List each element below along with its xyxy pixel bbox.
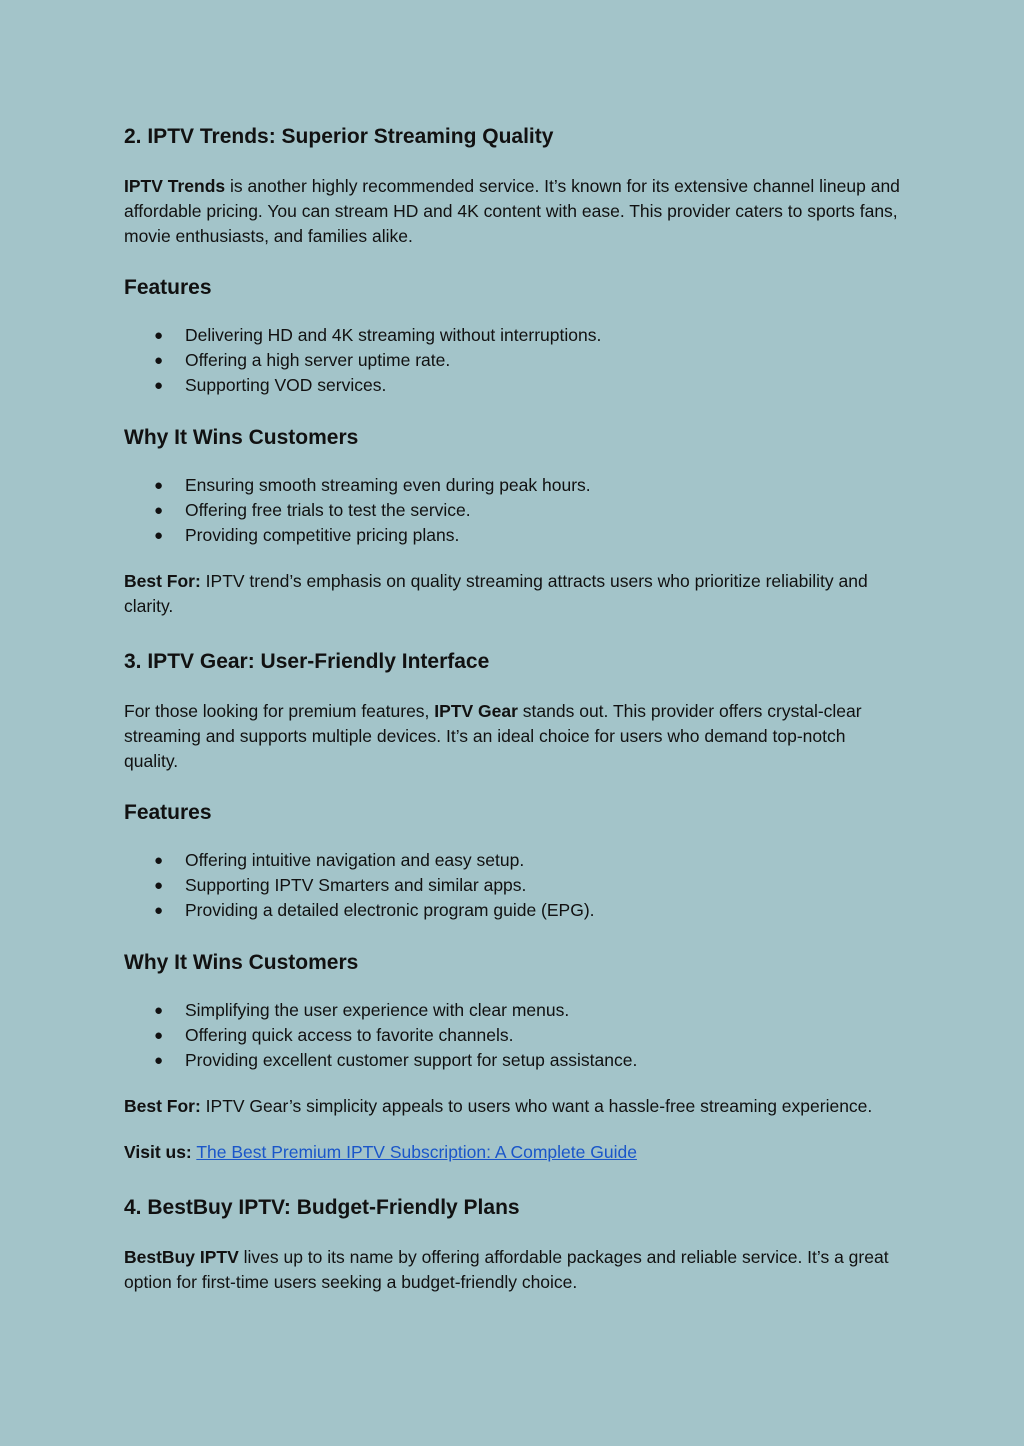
subheading-features: Features [124, 276, 212, 299]
subheading-features: Features [124, 801, 212, 824]
subheading-why-it-wins: Why It Wins Customers [124, 426, 359, 449]
features-list-iptv-gear [124, 848, 904, 923]
guide-link[interactable]: The Best Premium IPTV Subscription: A Complete Guide [196, 1142, 637, 1162]
visit-us-label: Visit us: [124, 1142, 192, 1162]
section-heading-iptv-trends: 2. IPTV Trends: Superior Streaming Quality [124, 125, 554, 148]
best-for-paragraph-iptv-trends [124, 569, 904, 619]
intro-text: lives up to its name by offering affordable packages and reliable service. It’s a great option for first-time users seeking a budget-friendly choice. [124, 1247, 889, 1292]
intro-paragraph-bestbuy-iptv [124, 1245, 904, 1295]
brand-name-bestbuy-iptv: BestBuy IPTV [124, 1247, 239, 1267]
list-item: ● Providing competitive pricing plans. [124, 523, 904, 548]
why-list-iptv-trends [124, 473, 904, 548]
list-item: ● Supporting IPTV Smarters and similar apps. [124, 873, 904, 898]
intro-text: stands out. This provider offers crystal-clear streaming and supports multiple devices. It’s an ideal choice for users who demand top-notch quality. [124, 701, 862, 771]
features-list-iptv-trends [124, 323, 904, 398]
best-for-paragraph-iptv-gear [124, 1094, 904, 1119]
best-for-text: IPTV Gear’s simplicity appeals to users who want a hassle-free streaming experience. [200, 1096, 873, 1116]
visit-us-paragraph [124, 1140, 904, 1165]
list-item: ● Offering free trials to test the service. [124, 498, 904, 523]
intro-prefix: For those looking for premium features, [124, 701, 435, 721]
why-list-iptv-gear [124, 998, 904, 1073]
list-item: ● Simplifying the user experience with clear menus. [124, 998, 904, 1023]
document-page [124, 124, 904, 1295]
list-item: ● Offering intuitive navigation and easy setup. [124, 848, 904, 873]
brand-name-iptv-gear: IPTV Gear [434, 701, 518, 721]
section-heading-bestbuy-iptv: 4. BestBuy IPTV: Budget-Friendly Plans [124, 1196, 520, 1219]
subheading-why-it-wins: Why It Wins Customers [124, 951, 359, 974]
list-item: ● Providing excellent customer support for setup assistance. [124, 1048, 904, 1073]
list-item: ● Providing a detailed electronic program guide (EPG). [124, 898, 904, 923]
best-for-text: IPTV trend’s emphasis on quality streaming attracts users who prioritize reliability and clarity. [124, 571, 868, 616]
intro-paragraph-iptv-trends [124, 174, 904, 249]
best-for-label: Best For: [124, 1096, 201, 1116]
list-item: ● Delivering HD and 4K streaming without interruptions. [124, 323, 904, 348]
best-for-label: Best For: [124, 571, 201, 591]
list-item: ● Offering a high server uptime rate. [124, 348, 904, 373]
list-item: ● Offering quick access to favorite channels. [124, 1023, 904, 1048]
list-item: ● Ensuring smooth streaming even during peak hours. [124, 473, 904, 498]
list-item: ● Supporting VOD services. [124, 373, 904, 398]
section-heading-iptv-gear: 3. IPTV Gear: User-Friendly Interface [124, 650, 490, 673]
intro-paragraph-iptv-gear [124, 699, 904, 774]
brand-name-iptv-trends: IPTV Trends [124, 176, 226, 196]
intro-text: is another highly recommended service. It’s known for its extensive channel lineup and affordable pricing. You can stream HD and 4K content with ease. This provider caters to sports fans, movie enthusiasts, and families alike. [124, 176, 900, 246]
